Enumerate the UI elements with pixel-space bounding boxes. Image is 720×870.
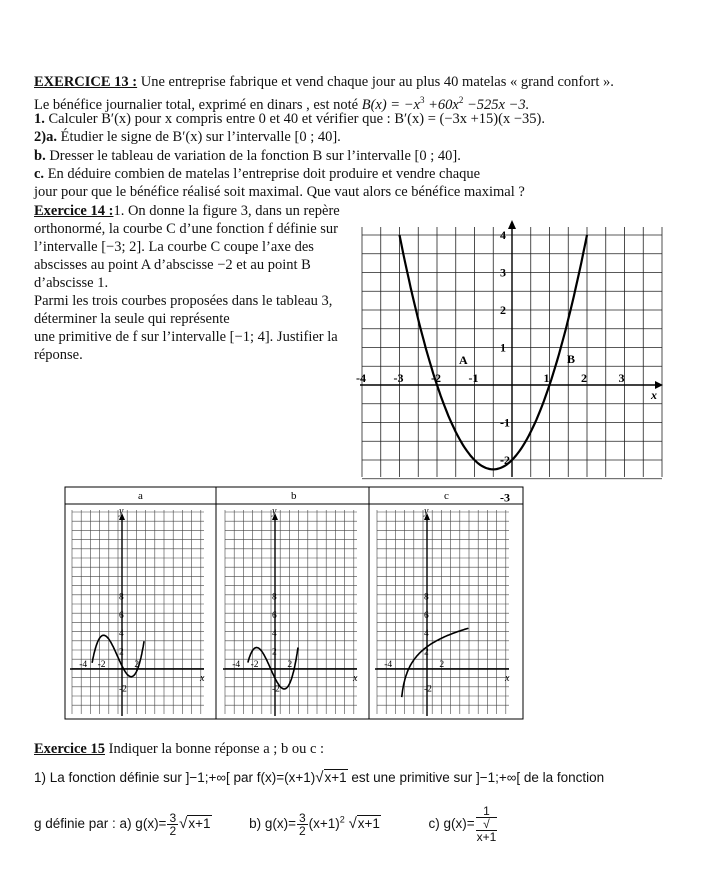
- ex14-line5: Parmi les trois courbes proposées dans le tableau 3,: [34, 293, 333, 309]
- fig3-y-tick-1: 1: [500, 340, 506, 355]
- table3-b-y-tick-6: 6: [272, 610, 277, 621]
- table3-c-x-tick-2: 2: [439, 660, 445, 670]
- table3-b-y-tick-8: 8: [272, 592, 277, 603]
- fig3-y-tick--3: -3: [500, 490, 510, 505]
- table3-b-x-axis-label: x: [353, 673, 358, 684]
- fig3-y-arrow: [508, 220, 516, 229]
- fig3-x-tick-3: 3: [618, 371, 625, 385]
- table3-panel-b: [223, 506, 358, 716]
- fig3-x-tick--1: -1: [468, 371, 479, 385]
- ex13-title: EXERCICE 13 :: [34, 74, 138, 90]
- ex14-title: Exercice 14 :: [34, 203, 114, 219]
- ex14-line7: une primitive de f sur l’intervalle [−1; 4]. Justifier la: [34, 329, 338, 345]
- ex14-line4: d’abscisse 1.: [34, 275, 109, 291]
- figure3-graph: [356, 215, 670, 505]
- ex15-title: Exercice 15: [34, 741, 105, 757]
- ex14-line0: Exercice 14 :1. On donne la figure 3, dans un repère: [34, 203, 340, 219]
- table3-header-b: b: [291, 490, 297, 502]
- ex14-line1: orthonormé, la courbe C d’une fonction f définie sur: [34, 221, 339, 237]
- fig3-y-tick-2: 2: [500, 303, 506, 317]
- table3-a-x-tick--2: -2: [97, 660, 106, 670]
- table3-b-y-axis-label: y: [272, 506, 277, 517]
- table3-a-y-tick-6: 6: [119, 610, 124, 621]
- ex15-option-c[interactable]: c) g(x)= 1 √ x+1: [428, 804, 497, 844]
- fig3-y-tick-3: 3: [500, 265, 506, 280]
- fig3-x-axis-label: x: [651, 388, 657, 402]
- ex14-line3: abscisses au point A d’abscisse −2 et au point B: [34, 257, 311, 273]
- table3-c-y-tick-4: 4: [424, 629, 429, 640]
- ex13-q2c: c. En déduire combien de matelas l’entreprise doit produire et vendre chaque: [34, 166, 481, 182]
- ex15-q1: 1) La fonction définie sur ]−1;+∞[ par f(x)=(x+1)√x+1 est une primitive sur ]−1;+∞[ de la fonction: [34, 769, 605, 786]
- ex13-q2a: 2)a. Étudier le signe de B′(x) sur l’intervalle [0 ; 40].: [34, 129, 341, 145]
- fig3-x-tick-1: 1: [543, 371, 550, 385]
- table3-header-a: a: [138, 490, 143, 502]
- ex15-options: [34, 805, 498, 843]
- table3-c-y-tick--2: -2: [424, 684, 432, 695]
- table3-c-x-axis-label: x: [505, 673, 510, 684]
- table3-b-x-tick--2: -2: [250, 660, 259, 670]
- ex14-line6: déterminer la seule qui représente: [34, 311, 230, 327]
- table3-a-x-axis-label: x: [200, 673, 205, 684]
- table3-c-x-tick--4: -4: [384, 660, 393, 670]
- ex13-q2b: b. Dresser le tableau de variation de la fonction B sur l’intervalle [0 ; 40].: [34, 148, 461, 164]
- table3-a-y-tick-4: 4: [119, 629, 124, 640]
- table3-c-y-tick-6: 6: [424, 610, 429, 621]
- fig3-x-tick--4: -4: [356, 371, 366, 385]
- table3-c-y-tick-8: 8: [424, 592, 429, 603]
- table3-c-y-tick-2: 2: [424, 647, 429, 658]
- fig3-y-tick--1: -1: [500, 415, 510, 430]
- table3-b-y-tick-4: 4: [272, 629, 277, 640]
- ex13-line2: Le bénéfice journalier total, exprimé en dinars , est noté $B(x) = -x^3 +60x^2 -525x -3$.: [34, 95, 530, 113]
- table3-header-c: c: [444, 490, 449, 502]
- table3-b-x-tick--4: -4: [232, 660, 241, 670]
- table3: [64, 486, 524, 721]
- table3-a-y-axis-label: y: [119, 506, 124, 517]
- fig3-y-tick-4: 4: [500, 228, 506, 242]
- ex13-line1: EXERCICE 13 : Une entreprise fabrique et vend chaque jour au plus 40 matelas « grand confort ».: [34, 74, 614, 90]
- ex14-line8: réponse.: [34, 347, 83, 363]
- fig3-point-a: A: [459, 353, 468, 367]
- table3-b-x-tick-2: 2: [287, 660, 293, 670]
- table3-b-y-tick-2: 2: [272, 647, 277, 658]
- fig3-point-b: B: [567, 352, 576, 366]
- table3-c-y-axis-label: y: [424, 506, 429, 517]
- ex13-q1: 1. Calculer B′(x) pour x compris entre 0 et 40 et vérifier que : B′(x) = (−3x +15)(x −35).: [34, 111, 545, 127]
- ex14-line2: l’intervalle [−3; 2]. La courbe C coupe l’axe des: [34, 239, 314, 255]
- fig3-x-tick--2: -2: [431, 371, 441, 385]
- ex15-option-a[interactable]: g définie par : a) g(x)= $\frac{3}{2}$ √x+1: [34, 810, 211, 838]
- table3-a-y-tick--2: -2: [119, 684, 127, 695]
- ex15-option-b[interactable]: b) g(x)= $\frac{3}{2}$ $(x+1)^2$ √x+1: [249, 810, 380, 838]
- table3-panel-c: [375, 506, 510, 716]
- table3-a-y-tick-8: 8: [119, 592, 124, 603]
- ex15-title-line: Exercice 15 Indiquer la bonne réponse a ; b ou c :: [34, 741, 325, 757]
- table3-a-y-tick-2: 2: [119, 647, 124, 658]
- table3-panel-a: [70, 506, 205, 716]
- table3-a-x-tick--4: -4: [79, 660, 88, 670]
- fig3-x-tick--3: -3: [393, 371, 404, 385]
- fig3-y-tick--2: -2: [500, 453, 510, 467]
- fig3-x-tick-2: 2: [581, 371, 587, 385]
- table3-a-x-tick-2: 2: [134, 660, 140, 670]
- table3-b-y-tick--2: -2: [272, 684, 280, 695]
- ex13-q2c-cont: jour pour que le bénéfice réalisé soit maximal. Que vaut alors ce bénéfice maximal ?: [34, 184, 525, 200]
